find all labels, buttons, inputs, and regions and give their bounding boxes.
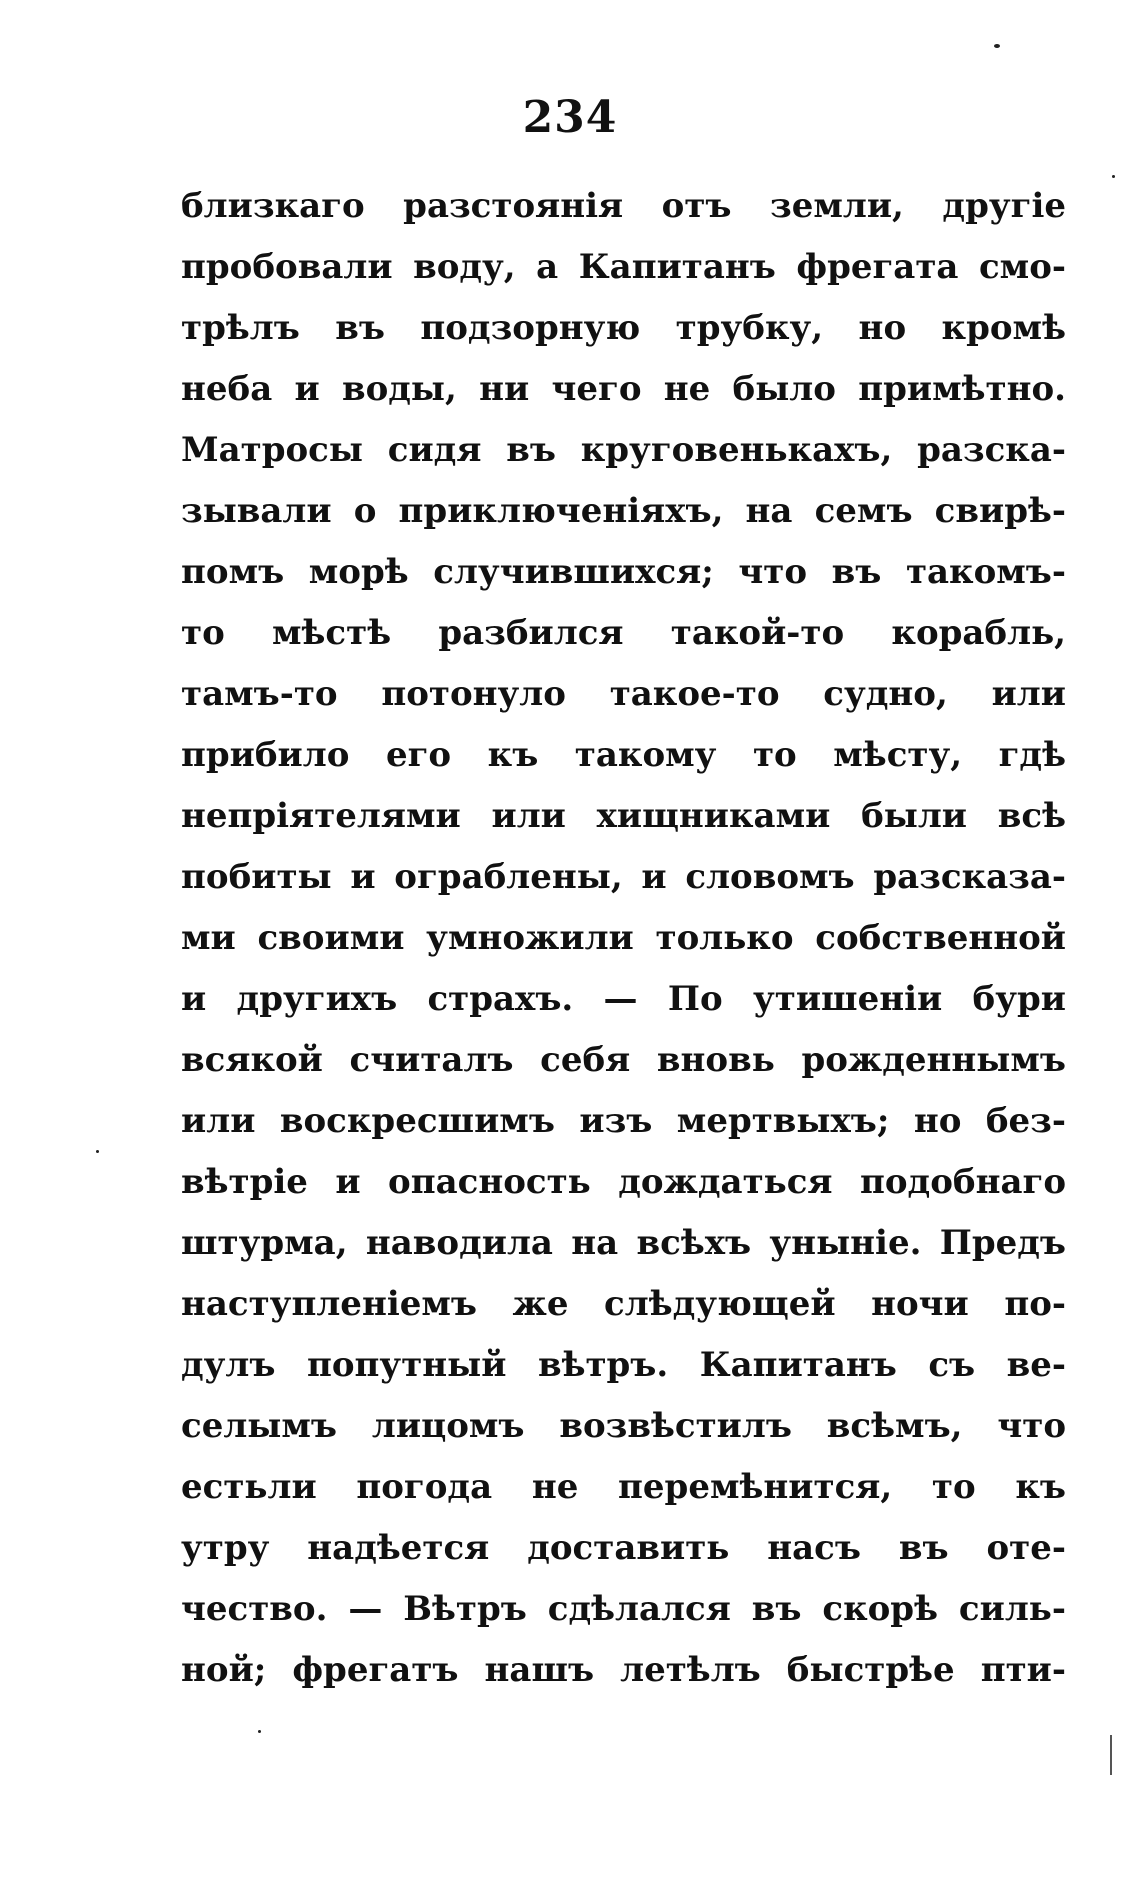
text-line: дулъ попутный вѣтръ. Капитанъ съ ве- <box>181 1345 1066 1385</box>
text-line: ми своими умножили только собственной <box>181 918 1066 958</box>
text-line: близкаго разстоянія отъ земли, другіе <box>181 186 1066 226</box>
text-line: или воскресшимъ изъ мертвыхъ; но без- <box>181 1101 1066 1141</box>
text-line: наступленіемъ же слѣдующей ночи по- <box>181 1284 1066 1324</box>
text-line: побиты и ограблены, и словомъ разсказа- <box>181 857 1066 897</box>
page-number: 234 <box>522 92 618 143</box>
scan-speck <box>258 1730 261 1733</box>
text-line: вѣтріе и опасность дождаться подобнаго <box>181 1162 1066 1202</box>
text-line: тамъ-то потонуло такое-то судно, или <box>181 674 1066 714</box>
text-line: неба и воды, ни чего не было примѣтно. <box>181 369 1066 409</box>
text-line: всякой считалъ себя вновь рожденнымъ <box>181 1040 1066 1080</box>
text-line: штурма, наводила на всѣхъ уныніе. Предъ <box>181 1223 1066 1263</box>
body-text <box>181 176 1066 1701</box>
text-line: пробовали воду, а Капитанъ фрегата смо- <box>181 247 1066 287</box>
text-line: зывали о приключеніяхъ, на семъ свирѣ- <box>181 491 1066 531</box>
text-line: непріятелями или хищниками были всѣ <box>181 796 1066 836</box>
text-line: селымъ лицомъ возвѣстилъ всѣмъ, что <box>181 1406 1066 1446</box>
text-line: то мѣстѣ разбился такой-то корабль, <box>181 613 1066 653</box>
text-line: ной; фрегатъ нашъ летѣлъ быстрѣе пти- <box>181 1650 1066 1690</box>
text-line: утру надѣется доставить насъ въ оте- <box>181 1528 1066 1568</box>
scan-speck <box>1112 175 1115 178</box>
scan-edge-mark <box>1110 1735 1112 1775</box>
scan-speck <box>994 44 1000 48</box>
text-line: чество. — Вѣтръ сдѣлался въ скорѣ силь- <box>181 1589 1066 1629</box>
text-line: естьли погода не перемѣнится, то къ <box>181 1467 1066 1507</box>
text-line: Матросы сидя въ круговенькахъ, разска- <box>181 430 1066 470</box>
text-line: и другихъ страхъ. — По утишеніи бури <box>181 979 1066 1019</box>
text-line: помъ морѣ случившихся; что въ такомъ- <box>181 552 1066 592</box>
text-line: прибило его къ такому то мѣсту, гдѣ <box>181 735 1066 775</box>
scan-speck <box>96 1150 99 1153</box>
text-line: трѣлъ въ подзорную трубку, но кромѣ <box>181 308 1066 348</box>
